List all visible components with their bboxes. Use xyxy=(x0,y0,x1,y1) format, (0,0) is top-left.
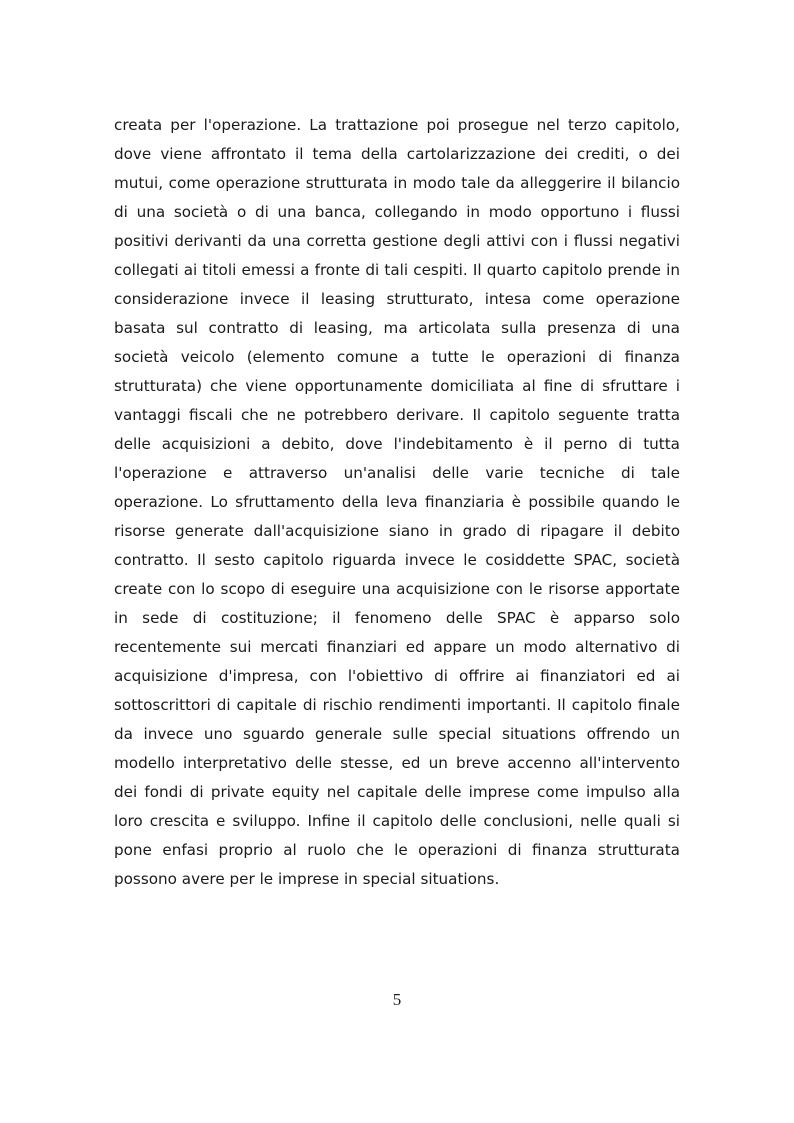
page-number: 5 xyxy=(392,990,402,1009)
body-paragraph: creata per l'operazione. La trattazione poi prosegue nel terzo capitolo, dove viene affrontato il tema della cartolarizzazione dei crediti, o dei mutui, come operazione strutturata in modo tale da alleggerire il bilancio di una società o di una banca, collegando in modo opportuno i flussi positivi derivanti da una corretta gestione degli attivi con i flussi negativi collegati ai titoli emessi a fronte di tali cespiti. Il quarto capitolo prende in considerazione invece il leasing strutturato, intesa come operazione basata sul contratto di leasing, ma articolata sulla presenza di una società veicolo (elemento comune a tutte le operazioni di finanza strutturata) che viene opportunamente domiciliata al fine di sfruttare i vantaggi fiscali che ne potrebbero derivare. Il capitolo seguente tratta delle acquisizioni a debito, dove l'indebitamento è il perno di tutta l'operazione e attraverso un'analisi delle varie tecniche di tale operazione. Lo sfruttamento della leva finanziaria è possibile quando le risorse generate dall'acquisizione siano in grado di ripagare il debito contratto. Il sesto capitolo riguarda invece le cosiddette SPAC, società create con lo scopo di eseguire una acquisizione con le risorse apportate in sede di costituzione; il fenomeno delle SPAC è apparso solo recentemente sui mercati finanziari ed appare un modo alternativo di acquisizione d'impresa, con l'obiettivo di offrire ai finanziatori ed ai sottoscrittori di capitale di rischio rendimenti importanti. Il capitolo finale da invece uno sguardo generale sulle special situations offrendo un modello interpretativo delle stesse, ed un breve accenno all'intervento dei fondi di private equity nel capitale delle imprese come impulso alla loro crescita e sviluppo. Infine il capitolo delle conclusioni, nelle quali si pone enfasi proprio al ruolo che le operazioni di finanza strutturata possono avere per le imprese in special situations. xyxy=(114,116,680,888)
